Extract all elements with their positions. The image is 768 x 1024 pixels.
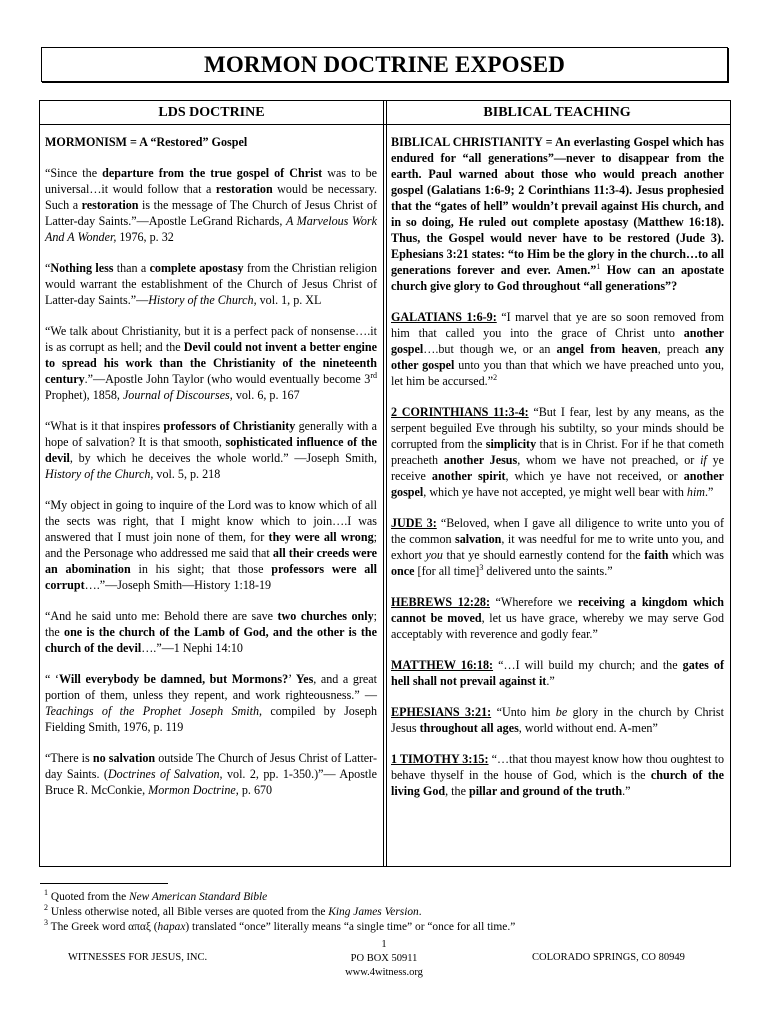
text-run: than a — [113, 261, 150, 275]
text-run: hapax — [157, 921, 186, 933]
footnote-marker: 2 — [493, 372, 498, 382]
paragraph — [45, 134, 377, 150]
text-run: , which ye have not accepted, ye might well bear with — [423, 485, 687, 499]
text-run: once — [391, 564, 415, 578]
text-run: Prophet), 1858, — [45, 388, 123, 402]
lds-column-header: LDS DOCTRINE — [40, 101, 383, 125]
scripture-reference: 2 CORINTHIANS 11:3-4: — [391, 405, 529, 419]
paragraph — [391, 657, 724, 689]
text-run: , the — [445, 784, 469, 798]
text-run: ’ — [288, 672, 296, 686]
text-run: “And he said unto me: Behold there are save — [45, 609, 278, 623]
footnotes — [44, 890, 734, 935]
text-run: any other gospel — [391, 342, 724, 372]
paragraph — [45, 608, 377, 656]
text-run: faith — [644, 548, 669, 562]
footnote-marker: 2 — [44, 903, 48, 913]
text-run: unto you than that which we have preached unto you, let him be accursed.” — [391, 358, 724, 388]
text-run: “There is — [45, 751, 93, 765]
text-run: simplicity — [485, 437, 537, 451]
text-run: another Jesus — [443, 453, 518, 467]
footer-city: COLORADO SPRINGS, CO 80949 — [532, 952, 685, 963]
lds-doctrine-column — [45, 134, 377, 813]
text-run: restoration — [81, 198, 139, 212]
text-run: , which ye have not received, or — [505, 469, 684, 483]
text-run: professors were all corrupt — [45, 562, 377, 592]
scripture-reference: EPHESIANS 3:21: — [391, 705, 492, 719]
text-run: p. 670 — [238, 783, 273, 797]
text-run: History of the Church, — [148, 293, 257, 307]
scripture-reference: MATTHEW 16:18: — [391, 658, 494, 672]
text-run: another gospel — [391, 326, 724, 356]
text-run: generally with a hope of salvation? It is that smooth, — [45, 419, 377, 449]
footnote — [44, 890, 734, 905]
page-number: 1 — [381, 939, 387, 950]
scripture-reference: 1 TIMOTHY 3:15: — [391, 752, 489, 766]
text-run: , by which he deceives the whole world.” —Joseph Smith, — [69, 451, 377, 465]
text-run: restoration — [215, 182, 273, 196]
text-run: which was — [668, 548, 724, 562]
text-run: . — [418, 906, 422, 918]
scripture-reference: JUDE 3: — [391, 516, 437, 530]
paragraph — [45, 418, 377, 482]
text-run: New American Standard Bible — [128, 891, 268, 903]
text-run: vol. 2, pp. 1-350.)”— Apostle Bruce R. McConkie, — [45, 767, 377, 797]
text-run: [for all time] — [414, 564, 480, 578]
text-run: Devil could not invent a better engine to spread his work than the Christianity of the nineteenth century — [45, 340, 377, 386]
text-run: History of the Church, — [45, 467, 154, 481]
text-run: they were all wrong — [268, 530, 374, 544]
text-run: .” — [705, 485, 714, 499]
paragraph — [45, 260, 377, 308]
text-run: salvation — [455, 532, 502, 546]
text-run: Nothing less — [50, 261, 114, 275]
paragraph — [391, 309, 724, 389]
text-run: ; and the Personage who addressed me said that — [45, 530, 378, 560]
text-run: outside The Church of Jesus Christ of Latter-day Saints. ( — [45, 751, 377, 781]
text-run: two churches only — [277, 609, 374, 623]
text-run: Quoted from the — [48, 891, 129, 903]
text-run: delivered unto the saints.” — [483, 564, 613, 578]
text-run: vol. 6, p. 167 — [232, 388, 300, 402]
footnote-marker: 1 — [596, 261, 601, 271]
text-run: throughout all ages — [419, 721, 519, 735]
footnote-marker: 3 — [44, 918, 48, 928]
footnote-marker: 1 — [44, 888, 48, 898]
text-run: , let us have grace, whereby we may serve God acceptably with reverence and godly fear.” — [391, 611, 725, 641]
text-run: professors of Christianity — [163, 419, 296, 433]
text-run: another gospel — [391, 469, 724, 499]
text-run: complete apostasy — [149, 261, 244, 275]
scripture-reference: HEBREWS 12:28: — [391, 595, 490, 609]
text-run: , preach — [657, 342, 706, 356]
scripture-reference: GALATIANS 1:6-9: — [391, 310, 497, 324]
text-run: vol. 5, p. 218 — [153, 467, 221, 481]
text-run: A Marvelous Work And A Wonder, — [45, 214, 377, 244]
text-run: Unless otherwise noted, all Bible verses are quoted from the — [48, 906, 329, 918]
text-run: him — [686, 485, 706, 499]
paragraph — [45, 671, 377, 735]
footer-center — [284, 938, 484, 980]
text-run: Yes — [295, 672, 314, 686]
paragraph — [391, 404, 724, 500]
text-run: “ ‘ — [45, 672, 59, 686]
footer-organization: WITNESSES FOR JESUS, INC. — [68, 952, 208, 963]
text-run: is the message of The Church of Jesus Christ of Latter-day Saints.”—Apostle LeGrand Richards, — [45, 198, 377, 228]
footnote-marker: 3 — [479, 562, 484, 572]
footer-website: www.4witness.org — [345, 967, 423, 978]
text-run: “Since the — [45, 166, 103, 180]
footnote — [44, 920, 734, 935]
text-run: , world without end. A-men” — [518, 721, 658, 735]
text-run: receiving a kingdom which cannot be moved — [391, 595, 724, 625]
text-run: “Beloved, when I gave all diligence to write unto you of the common — [391, 516, 724, 546]
footnote — [44, 905, 734, 920]
text-run: , it was needful for me to write unto you, and exhort — [391, 532, 724, 562]
text-run: King James Version — [328, 906, 419, 918]
text-run: from the Christian religion would warrant the establishment of the Church of Jesus Christ of Latter-day Saints.”— — [45, 261, 377, 307]
text-run: “ — [45, 261, 51, 275]
text-run: How can an apostate church give glory to God throughout “all generations”? — [391, 263, 724, 293]
text-run: vol. 1, p. XL — [256, 293, 322, 307]
text-run: 1976, p. 32 — [116, 230, 174, 244]
text-run: “What is it that inspires — [45, 419, 164, 433]
text-run: ) translated “once” literally means “a single time” or “once for all time.” — [185, 921, 516, 933]
text-run: BIBLICAL CHRISTIANITY = An everlasting Gospel which has endured for “all generations”—never to disappear from the earth. Paul warned about those who would preach another gospel (Galatians 1:6-9; 2 Corinthians 11:3-4). Jesus prophesied that the “gates of hell” wouldn’t prevail against His church, and in so doing, He ruled out complete apostasy (Matthew 16:18). Thus, the Gospel would never have to be restored (Jude 3). Ephesians 3:21 states: “to Him be the glory in the church…to all generations forever and ever. Amen.” — [391, 135, 724, 277]
text-run: church of the living God — [391, 768, 724, 798]
comparison-table — [39, 100, 731, 867]
text-run: , and a great portion of them, unless they repent, and work righteousness.” — — [45, 672, 377, 702]
text-run: be — [555, 705, 568, 719]
text-run: no salvation — [92, 751, 156, 765]
text-run: ; the — [45, 609, 377, 639]
text-run: Will everybody be damned, but Mormons? — [58, 672, 289, 686]
text-run: would be necessary. Such a — [45, 182, 377, 212]
text-run: that ye should earnestly contend for the — [442, 548, 645, 562]
text-run: , whom we have not preached, or — [517, 453, 701, 467]
text-run: “Wherefore we — [489, 595, 578, 609]
footnote-marker: rd — [370, 370, 377, 380]
paragraph — [45, 165, 377, 245]
document-title: MORMON DOCTRINE EXPOSED — [41, 47, 728, 82]
text-run: Doctrines of Salvation, — [107, 767, 223, 781]
text-run: was to be universal…it would follow that a — [45, 166, 378, 196]
text-run: “Unto him — [491, 705, 556, 719]
paragraph — [45, 323, 377, 403]
text-run: “But I fear, lest by any means, as the serpent beguiled Eve through his subtilty, so your minds should be corrupted from the — [391, 405, 724, 451]
text-run: you — [425, 548, 443, 562]
text-run: pillar and ground of the truth — [468, 784, 623, 798]
column-divider-inner — [386, 101, 387, 866]
text-run: Journal of Discourses, — [122, 388, 233, 402]
text-run: “We talk about Christianity, but it is a perfect pack of nonsense….it is as corrupt as hell; and the — [45, 324, 377, 354]
text-run: “I marvel that ye are so soon removed from him that called you into the grace of Christ unto — [391, 310, 724, 340]
paragraph — [391, 751, 724, 799]
paragraph — [45, 750, 377, 798]
text-run: The Greek word απαξ ( — [48, 921, 158, 933]
text-run: .” — [622, 784, 631, 798]
paragraph — [45, 497, 377, 593]
text-run: MORMONISM = A “Restored” Gospel — [45, 135, 248, 149]
footer-po-box: PO BOX 50911 — [350, 953, 418, 964]
text-run: .”—Apostle John Taylor (who would eventually become 3 — [84, 372, 371, 386]
footnote-rule — [40, 883, 168, 884]
text-run: if — [700, 453, 707, 467]
biblical-teaching-column — [391, 134, 724, 814]
text-run: ….”—1 Nephi 14:10 — [141, 641, 243, 655]
paragraph — [391, 134, 724, 294]
text-run: ye receive — [391, 453, 724, 483]
text-run: “…that thou mayest know how thou oughtest to behave thyself in the house of God, which is the — [391, 752, 724, 782]
text-run: departure from the true gospel of Christ — [102, 166, 323, 180]
text-run: angel from heaven — [556, 342, 658, 356]
biblical-column-header: BIBLICAL TEACHING — [384, 101, 730, 125]
text-run: Teachings of the Prophet Joseph Smith — [45, 704, 260, 718]
text-run: gates of hell shall not prevail against it — [391, 658, 725, 688]
text-run: sophisticated influence of the devil — [45, 435, 377, 465]
text-run: .” — [546, 674, 555, 688]
text-run: one is the church of the Lamb of God, and the other is the church of the devil — [45, 625, 377, 655]
text-run: ….but though we, or an — [423, 342, 557, 356]
text-run: “…I will build my church; and the — [493, 658, 683, 672]
text-run: that is in Christ. For if he that cometh preacheth — [391, 437, 724, 467]
column-divider — [383, 101, 384, 866]
text-run: all their creeds were an abomination — [45, 546, 378, 576]
text-run: , compiled by Joseph Fielding Smith, 1976, p. 119 — [45, 704, 378, 734]
text-run: in his sight; that those — [130, 562, 272, 576]
paragraph — [391, 594, 724, 642]
text-run: ….”—Joseph Smith—History 1:18-19 — [84, 578, 272, 592]
text-run: Mormon Doctrine, — [148, 783, 239, 797]
paragraph — [391, 704, 724, 736]
paragraph — [391, 515, 724, 579]
text-run: glory in the church by Christ Jesus — [391, 705, 724, 735]
text-run: another spirit — [431, 469, 506, 483]
text-run: “My object in going to inquire of the Lord was to know which of all the sects was right, that I might know which to join….I was answered that I must join none of them, for — [45, 498, 377, 544]
